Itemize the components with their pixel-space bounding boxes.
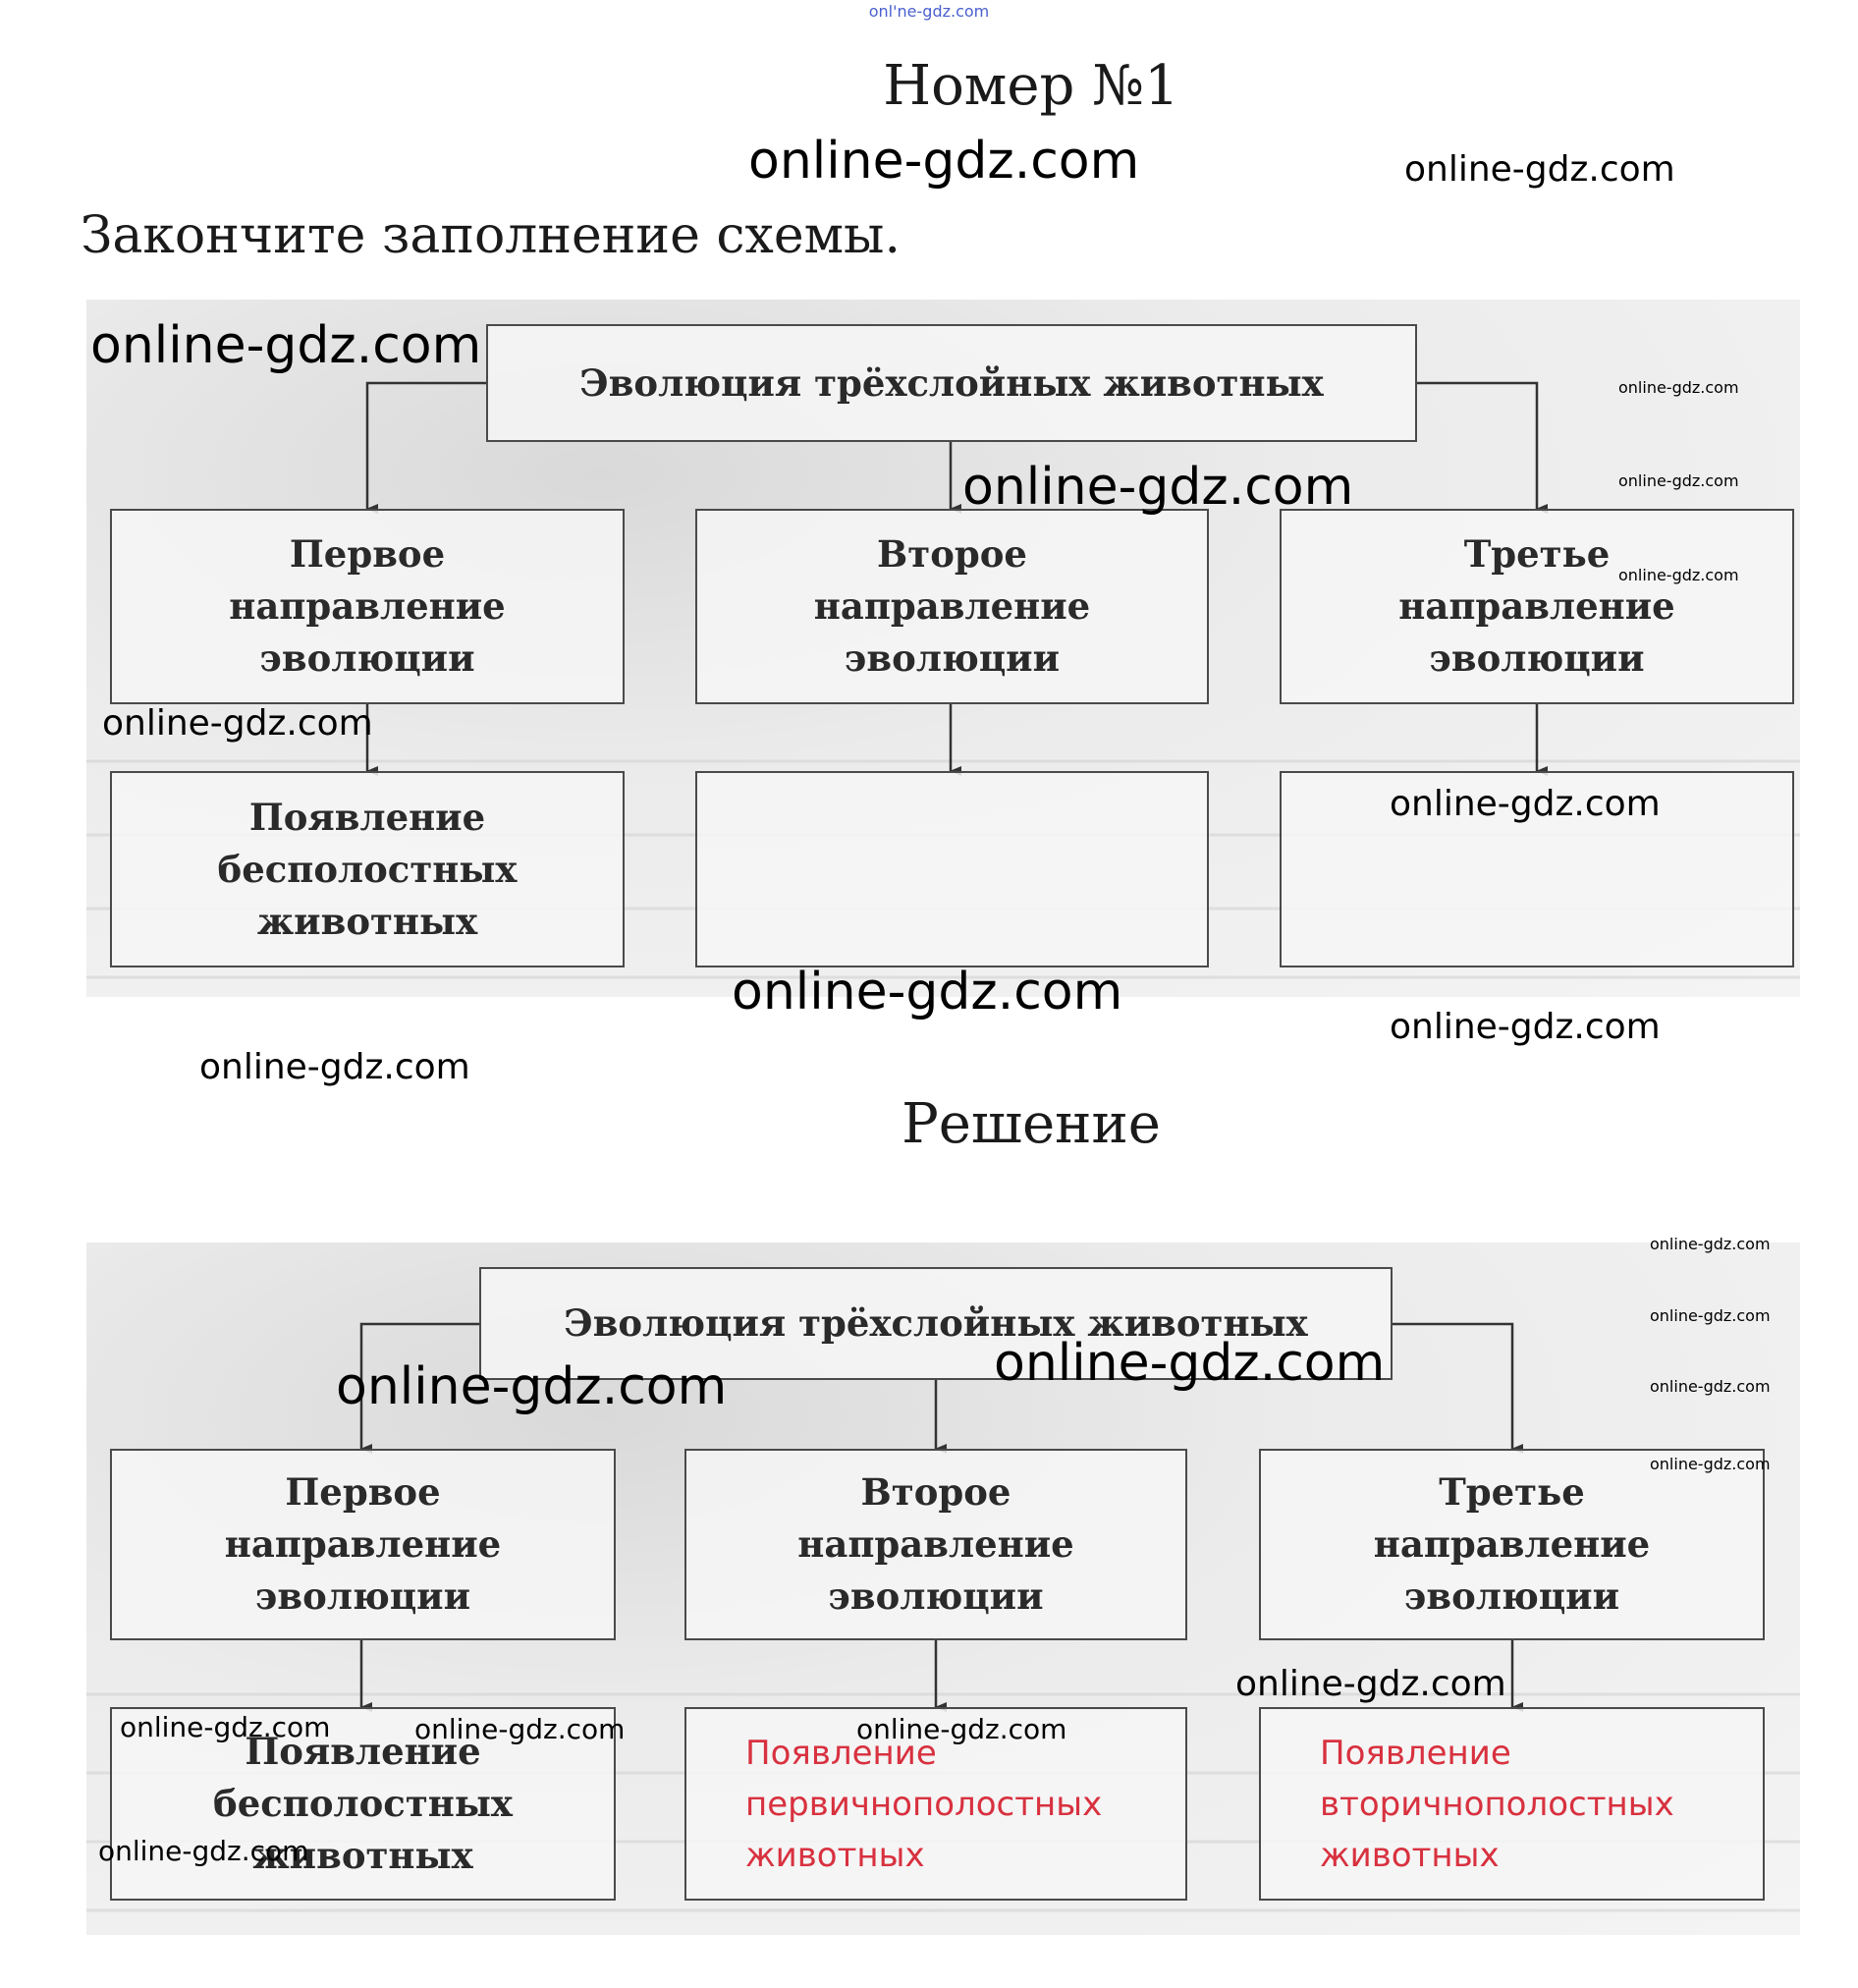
watermark: online-gdz.com <box>962 458 1354 517</box>
watermark: online-gdz.com <box>1404 149 1675 190</box>
watermark: online-gdz.com <box>120 1711 331 1743</box>
watermark: online-gdz.com <box>199 1047 470 1087</box>
solution-answer-label-2: Появление первичнополостных животных <box>745 1733 1103 1875</box>
solution-title: Решение <box>902 1092 1161 1156</box>
result-box-1 <box>110 771 625 967</box>
direction-label-1: Первое направление эволюции <box>229 532 506 680</box>
root-label: Эволюция трёхслойных животных <box>579 360 1324 405</box>
result-label-1: Появление бесполостных животных <box>217 795 518 943</box>
solution-answer-label-3: Появление вторичнополостных животных <box>1320 1733 1674 1875</box>
watermark: online-gdz.com <box>1390 1007 1661 1047</box>
watermark: online-gdz.com <box>414 1713 626 1745</box>
root-box <box>486 324 1417 442</box>
solution-direction-box-1 <box>110 1449 616 1640</box>
watermark: online-gdz.com <box>994 1334 1386 1393</box>
watermark: online-gdz.com <box>90 316 482 375</box>
watermark: online-gdz.com <box>1618 471 1739 490</box>
page-title: Номер №1 <box>883 54 1179 118</box>
direction-label-2: Второе направление эволюции <box>813 532 1091 680</box>
watermark: online-gdz.com <box>1650 1455 1771 1473</box>
solution-root-label: Эволюция трёхслойных животных <box>564 1301 1308 1345</box>
solution-direction-label-2: Второе направление эволюции <box>797 1470 1074 1618</box>
direction-label-3: Третье направление эволюции <box>1398 532 1675 680</box>
direction-box-1 <box>110 509 625 704</box>
site-label: onl'ne-gdz.com <box>868 2 990 21</box>
watermark: online-gdz.com <box>98 1835 309 1867</box>
solution-result-label-1: Появление бесполостных животных <box>213 1730 513 1877</box>
watermark: online-gdz.com <box>1618 378 1739 397</box>
task-instruction: Закончите заполнение схемы. <box>81 206 901 265</box>
watermark: online-gdz.com <box>1650 1306 1771 1325</box>
direction-box-3 <box>1280 509 1794 704</box>
watermark: online-gdz.com <box>102 703 373 744</box>
result-box-2-empty <box>695 771 1209 967</box>
solution-direction-label-3: Третье направление эволюции <box>1373 1470 1651 1618</box>
watermark: online-gdz.com <box>1650 1235 1771 1253</box>
watermark: online-gdz.com <box>1235 1664 1506 1704</box>
solution-direction-label-1: Первое направление эволюции <box>224 1470 502 1618</box>
watermark: online-gdz.com <box>1618 566 1739 584</box>
watermark: online-gdz.com <box>732 963 1123 1022</box>
solution-direction-box-2 <box>684 1449 1187 1640</box>
solution-direction-box-3 <box>1259 1449 1765 1640</box>
watermark: online-gdz.com <box>336 1357 728 1416</box>
watermark: online-gdz.com <box>856 1713 1067 1745</box>
watermark: online-gdz.com <box>1390 784 1661 824</box>
watermark: online-gdz.com <box>748 132 1140 191</box>
direction-box-2 <box>695 509 1209 704</box>
solution-result-box-3 <box>1259 1707 1765 1901</box>
watermark: online-gdz.com <box>1650 1377 1771 1396</box>
